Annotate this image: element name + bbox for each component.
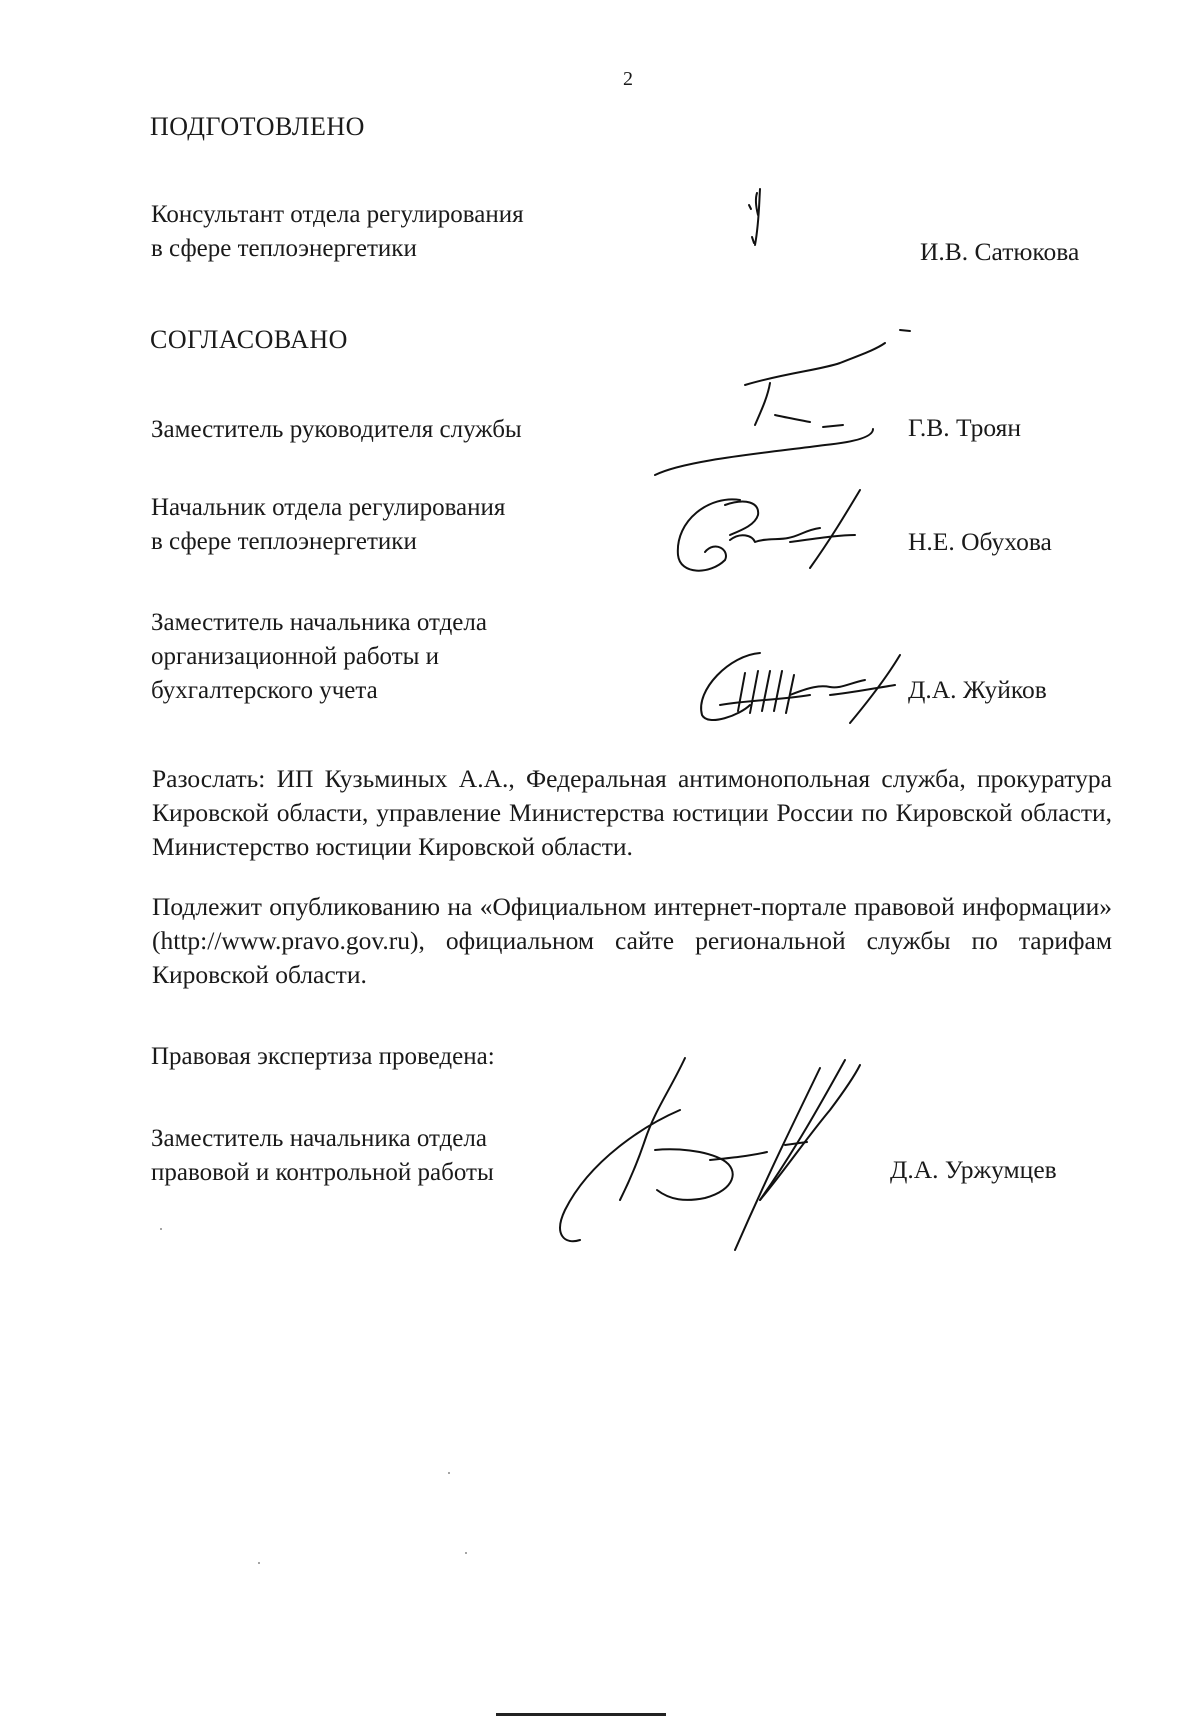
agreed-role-obukhova-line-1: Начальник отдела регулирования xyxy=(151,494,506,521)
signature-zhuykov xyxy=(690,645,915,730)
agreed-role-zhuykov-line-2: организационной работы и xyxy=(151,643,440,670)
agreed-name-troyan: Г.В. Троян xyxy=(908,413,1021,442)
signature-satyukova xyxy=(735,185,795,255)
distribution-paragraph: Разослать: ИП Кузьминых А.А., Федеральная антимонопольная служба, прокуратура Кировской области, управление Министерства юстиции России по Кировской области, Министерство юстиции Кировской области. xyxy=(152,764,1112,861)
scan-speck xyxy=(258,1562,260,1564)
signature-obukhova xyxy=(670,480,880,580)
legal-review-name: Д.А. Уржумцев xyxy=(890,1155,1057,1184)
scan-speck xyxy=(160,1228,162,1230)
legal-review-role-line-1: Заместитель начальника отдела xyxy=(151,1125,487,1152)
bottom-rule xyxy=(496,1713,666,1716)
signature-troyan xyxy=(645,325,915,485)
page-number: 2 xyxy=(623,68,633,90)
agreed-role-zhuykov-line-3: бухгалтерского учета xyxy=(151,677,378,704)
agreed-heading: СОГЛАСОВАНО xyxy=(150,325,348,354)
prepared-role-line-2: в сфере теплоэнергетики xyxy=(151,235,417,262)
prepared-heading: ПОДГОТОВЛЕНО xyxy=(150,112,365,141)
agreed-role-troyan: Заместитель руководителя службы xyxy=(151,416,522,443)
prepared-role-line-1: Консультант отдела регулирования xyxy=(151,201,524,228)
scan-speck xyxy=(465,1552,467,1554)
legal-review-heading: Правовая экспертиза проведена: xyxy=(151,1043,495,1070)
publication-paragraph: Подлежит опубликованию на «Официальном интернет-портале правовой информации» (http://www.pravo.gov.ru), официальном сайте региональной службы по тарифам Кировской области. xyxy=(152,892,1112,989)
legal-review-role-line-2: правовой и контрольной работы xyxy=(151,1159,494,1186)
agreed-role-obukhova-line-2: в сфере теплоэнергетики xyxy=(151,528,417,555)
signature-urzhumtsev xyxy=(545,1050,905,1260)
agreed-role-zhuykov-line-1: Заместитель начальника отдела xyxy=(151,609,487,636)
agreed-name-obukhova: Н.Е. Обухова xyxy=(908,527,1052,556)
agreed-name-zhuykov: Д.А. Жуйков xyxy=(908,675,1047,704)
prepared-name: И.В. Сатюкова xyxy=(920,237,1080,266)
scan-speck xyxy=(448,1472,450,1474)
